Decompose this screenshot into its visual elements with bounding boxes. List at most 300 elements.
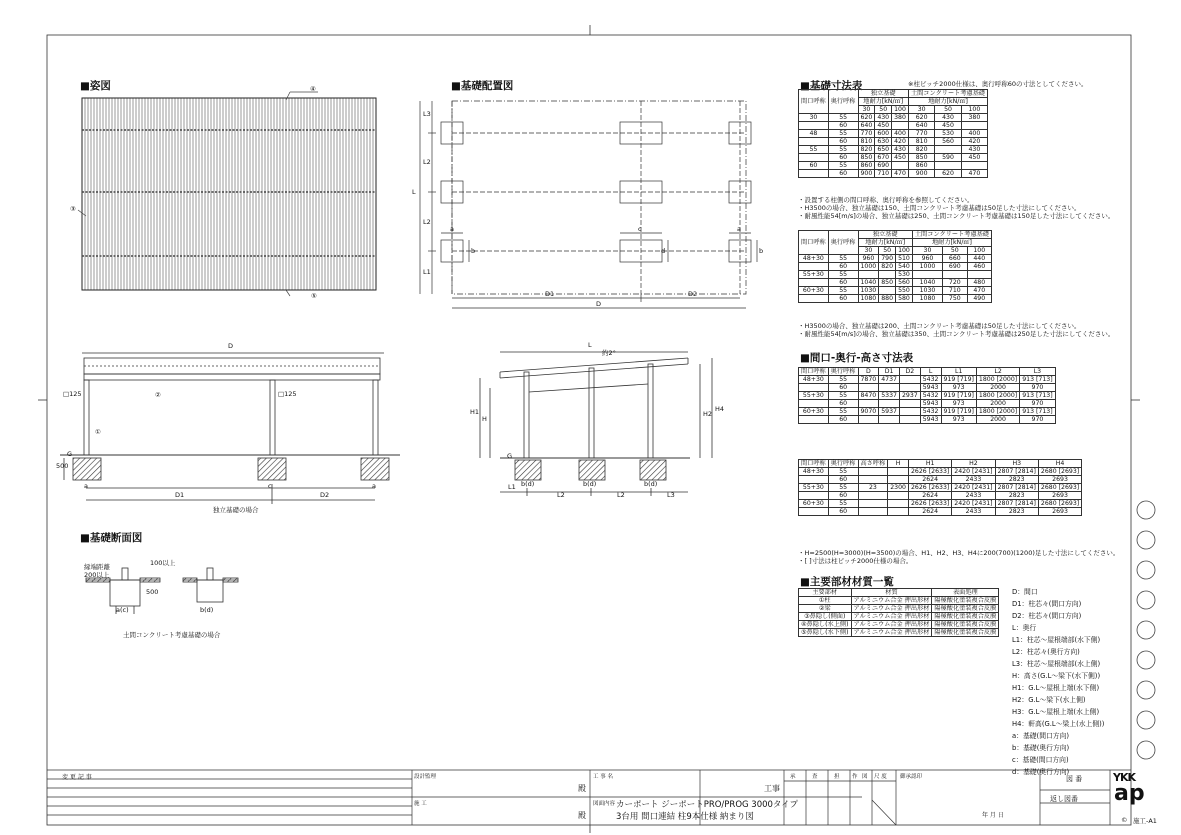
foundation2-cell: 530 [896, 271, 913, 279]
foundation1-row [799, 114, 988, 122]
foundation1-cell: 430 [875, 114, 892, 122]
foundation2-cell: 660 [943, 255, 967, 263]
foundation2-cell: 690 [943, 263, 967, 271]
legend-item: L：奥行 [1012, 624, 1037, 632]
foundation2-cell: 1000 [858, 263, 879, 271]
foundation1-cell: 850 [908, 154, 934, 162]
foundation-note-top: ※柱ピッチ2000仕様は、奥行呼称60の寸法としてください。 [908, 80, 1088, 88]
foundation-layout [420, 101, 757, 308]
foundation1-cell: 670 [875, 154, 892, 162]
foundation1-cell [935, 162, 961, 170]
span-cell: 973 [941, 416, 976, 424]
note-2-0: ・H3500の場合、独立基礎は200、土間コンクリート考慮基礎は50足した寸法にしてください。 [798, 322, 1081, 330]
height-cell: 55 [828, 500, 858, 508]
height-cell [888, 468, 909, 476]
legend-item: H4：軒高(G.L～梁上(水上側)) [1012, 720, 1105, 728]
dim-D2-front: D2 [320, 491, 330, 499]
height-cell: 2693 [1038, 492, 1081, 500]
project-suffix: 工事 [764, 784, 780, 793]
span-row [799, 408, 1056, 416]
callout-4: ④ [310, 85, 316, 93]
foundation2-cell: 550 [896, 287, 913, 295]
note-3-1: ・[ ]寸法は柱ピッチ2000仕様の場合。 [798, 557, 913, 566]
span-cell: 973 [941, 384, 976, 392]
span-cell: 2000 [976, 416, 1019, 424]
foundation1-row [799, 138, 988, 146]
foundation2-cell: 60+30 [799, 287, 829, 295]
span-cell: 970 [1020, 416, 1055, 424]
span-cell: 5943 [920, 384, 941, 392]
height-cell [858, 468, 888, 476]
height-cell: 2433 [952, 476, 995, 484]
front-elevation [60, 353, 400, 504]
th-30b: 30 [908, 106, 934, 114]
foundation2-cell: 48+30 [799, 255, 829, 263]
section-ac: a(c) [116, 606, 129, 614]
span-cell [879, 384, 900, 392]
material-cell: アルミニウム合金 押出形材 [851, 605, 932, 613]
th2-slab: 土間コンクリート考慮基礎 [912, 231, 991, 239]
foundation2-row [799, 263, 992, 271]
material-cell: アルミニウム合金 押出形材 [851, 613, 932, 621]
foundation2-cell: 460 [967, 263, 991, 271]
note-1-2: ・耐風性能54[m/s]の場合、独立基礎は250、土間コンクリート考慮基礎は150足した寸法にしてください。 [798, 212, 1115, 221]
span-cell [900, 384, 921, 392]
span-cell: 5337 [879, 392, 900, 400]
foundation2-row [799, 279, 992, 287]
th-50b: 50 [935, 106, 961, 114]
th2-50b: 50 [943, 247, 967, 255]
material-header: 表面処理 [932, 589, 999, 597]
slab-caption: 土間コンクリート考慮基礎の場合 [123, 631, 221, 639]
span-cell: 5432 [920, 392, 941, 400]
indep-caption: 独立基礎の場合 [213, 506, 259, 514]
dim-D1-front: D1 [175, 491, 185, 499]
foundation1-cell: 55 [828, 114, 858, 122]
foundation1-cell: 380 [961, 114, 987, 122]
th-50: 50 [875, 106, 892, 114]
foundation2-cell: 1030 [858, 287, 879, 295]
materials-table-body [799, 597, 999, 637]
title-section: ■基礎断面図 [80, 532, 143, 544]
material-row [799, 605, 999, 613]
seam-label: 縁端距離 [84, 563, 110, 571]
dim-H: H [482, 415, 487, 423]
height-row [799, 508, 1082, 516]
material-cell: ④鼻隠し(水上側) [799, 621, 852, 629]
legend-item: b：基礎(奥行方向) [1012, 744, 1070, 752]
dim-500: 500 [56, 462, 69, 470]
builder: 施 工 [414, 801, 427, 807]
foundation1-cell: 470 [961, 170, 987, 178]
legend-item: L2：柱芯々(奥行方向) [1012, 648, 1080, 656]
height-header: H3 [995, 460, 1038, 468]
note-1-1: ・H3500の場合、独立基礎は150、土間コンクリート考慮基礎は50足した寸法にしてください。 [798, 204, 1081, 213]
min200-label: 200以上 [84, 571, 110, 579]
span-cell [799, 384, 829, 392]
foundation2-cell: 850 [879, 279, 896, 287]
legend-item: D1：柱芯々(間口方向) [1012, 600, 1082, 608]
height-row [799, 500, 1082, 508]
dim-bd-1: b(d) [521, 480, 535, 488]
foundation1-cell: 48 [799, 130, 829, 138]
dim-L2a: L2 [423, 158, 431, 166]
span-cell: 2000 [976, 384, 1019, 392]
span-cell: 1800 [2000] [976, 392, 1019, 400]
foundation1-cell: 420 [961, 138, 987, 146]
foundation-table-1-body [799, 114, 988, 178]
th2-100: 100 [896, 247, 913, 255]
ground-mark-side: G [507, 452, 513, 460]
height-cell: 2823 [995, 492, 1038, 500]
col-draw: 図 [862, 774, 868, 780]
copyright-mark: © [1121, 816, 1128, 824]
dim-L-side: L [588, 341, 592, 349]
dim-a-front2: a [372, 482, 376, 490]
col-check: 査 [812, 774, 818, 780]
return-number: 返し図番 [1050, 795, 1078, 803]
legend-item: d：基礎(奥行方向) [1012, 768, 1070, 776]
foundation2-cell [799, 295, 829, 303]
dim-c-front: c [268, 482, 272, 490]
material-cell: ③鼻隠し(側面) [799, 613, 852, 621]
height-cell: 2693 [1038, 508, 1081, 516]
span-header: L [920, 368, 941, 376]
foundation2-cell: 55+30 [799, 271, 829, 279]
foundation2-cell: 580 [896, 295, 913, 303]
foundation1-row [799, 154, 988, 162]
foundation1-cell: 380 [892, 114, 909, 122]
span-row [799, 384, 1056, 392]
foundation1-cell: 60 [828, 170, 858, 178]
legend-item: H3：G.L～屋根上端(水上側) [1012, 708, 1100, 716]
material-row [799, 621, 999, 629]
th2-depth: 奥行呼称 [828, 231, 858, 255]
foundation1-cell: 770 [858, 130, 875, 138]
th2-bearing2: 地耐力[kN/㎡] [912, 239, 991, 247]
span-table-head [799, 368, 1056, 376]
span-row [799, 392, 1056, 400]
height-cell [799, 492, 829, 500]
foundation2-cell: 1040 [912, 279, 942, 287]
foundation1-cell [961, 162, 987, 170]
notes-3 [798, 549, 1119, 565]
height-cell: 55 [828, 468, 858, 476]
drawing-title-1: カーポート ジーポートPRO/PROG 3000タイプ [616, 800, 799, 810]
foundation-table-2 [798, 230, 992, 303]
material-header: 主要部材 [799, 589, 852, 597]
foundation1-cell: 600 [875, 130, 892, 138]
height-row [799, 484, 1082, 492]
span-table [798, 367, 1056, 424]
notes-2 [798, 322, 1114, 338]
span-cell [799, 400, 829, 408]
foundation2-cell [858, 271, 879, 279]
height-header: 間口呼称 [799, 460, 829, 468]
th-indep: 独立基礎 [858, 90, 908, 98]
materials-table-head [799, 589, 999, 597]
span-cell: 5432 [920, 376, 941, 384]
title-foundation-layout: ■基礎配置図 [451, 80, 514, 92]
height-cell [858, 476, 888, 484]
legend-item: D：間口 [1012, 588, 1038, 596]
height-cell: 60 [828, 508, 858, 516]
callout-2: ② [155, 391, 161, 399]
height-cell [858, 492, 888, 500]
foundation1-cell: 620 [858, 114, 875, 122]
col-scale: 尺 度 [874, 774, 887, 780]
height-cell: 60 [828, 476, 858, 484]
dim-D-front: D [228, 342, 234, 350]
foundation1-cell: 450 [875, 122, 892, 130]
note-1-0: ・設置する柱側の間口呼称、奥行呼称を参照してください。 [798, 196, 974, 204]
span-header: L1 [941, 368, 976, 376]
height-table [798, 459, 1082, 516]
foundation2-cell: 1080 [858, 295, 879, 303]
dim-a1: a [450, 225, 454, 233]
foundation1-cell: 470 [892, 170, 909, 178]
foundation2-cell [912, 271, 942, 279]
dimension-legend [1012, 586, 1104, 778]
project-name-label: 工 事 名 [593, 774, 613, 780]
foundation2-cell: 880 [879, 295, 896, 303]
foundation1-cell: 430 [892, 146, 909, 154]
foundation2-cell [799, 279, 829, 287]
height-cell [888, 476, 909, 484]
title-materials: ■主要部材材質一覧 [800, 576, 894, 588]
foundation2-cell: 540 [896, 263, 913, 271]
dim-L3: L3 [423, 110, 431, 118]
foundation1-cell: 450 [892, 154, 909, 162]
foundation2-cell: 820 [879, 263, 896, 271]
foundation1-cell: 650 [875, 146, 892, 154]
col-approve: 承 [790, 774, 796, 780]
material-cell: アルミニウム合金 押出形材 [851, 621, 932, 629]
foundation1-cell [935, 146, 961, 154]
brand-ykk-logo: YKK [1113, 771, 1136, 784]
foundation2-cell [967, 271, 991, 279]
title-foundation-dims: ■基礎寸法表 [800, 80, 863, 92]
height-cell: 2807 [2814] [995, 500, 1038, 508]
height-cell: 55+30 [799, 484, 829, 492]
foundation2-cell: 1080 [912, 295, 942, 303]
span-cell: 970 [1020, 400, 1055, 408]
height-cell [858, 500, 888, 508]
foundation2-cell [879, 287, 896, 295]
foundation2-cell [943, 271, 967, 279]
span-cell: 8470 [858, 392, 879, 400]
dim-b2: b [759, 247, 764, 255]
height-cell: 2420 [2431] [952, 500, 995, 508]
date-field: 年 月 日 [982, 812, 1004, 819]
height-cell [888, 508, 909, 516]
foundation1-cell: 60 [828, 138, 858, 146]
foundation1-cell [799, 138, 829, 146]
th-slab: 土間コンクリート考慮基礎 [908, 90, 987, 98]
span-cell [900, 376, 921, 384]
dim-D: D [596, 300, 602, 308]
legend-item: H：高さ(G.L～梁下(水下側)) [1012, 672, 1101, 680]
design-supervisor: 設計監理 [414, 774, 437, 780]
foundation1-cell: 400 [892, 130, 909, 138]
span-cell: 5937 [879, 408, 900, 416]
dim-b1: b [471, 247, 476, 255]
height-header: H2 [952, 460, 995, 468]
span-cell [900, 408, 921, 416]
span-header: L2 [976, 368, 1019, 376]
span-cell: 973 [941, 400, 976, 408]
foundation1-cell: 590 [935, 154, 961, 162]
foundation2-cell: 710 [943, 287, 967, 295]
span-cell: 60 [828, 384, 858, 392]
th-span: 間口呼称 [799, 90, 829, 114]
drawing-title-2: 3台用 間口連結 柱9本仕様 納まり図 [616, 812, 754, 822]
span-cell: 1800 [2000] [976, 376, 1019, 384]
foundation1-row [799, 122, 988, 130]
foundation1-row [799, 146, 988, 154]
col-charge: 担 [834, 774, 840, 780]
foundation1-cell [799, 170, 829, 178]
span-cell [858, 416, 879, 424]
th-100: 100 [892, 106, 909, 114]
foundation2-cell: 560 [896, 279, 913, 287]
span-cell: 60+30 [799, 408, 829, 416]
material-cell: 陽極酸化塗装複合皮膜 [932, 621, 999, 629]
foundation1-cell: 55 [828, 146, 858, 154]
foundation1-cell: 640 [858, 122, 875, 130]
span-cell: 913 [713] [1020, 376, 1055, 384]
span-cell: 1800 [2000] [976, 408, 1019, 416]
height-cell [888, 492, 909, 500]
span-cell: 55 [828, 408, 858, 416]
col-size-1: □125 [63, 390, 82, 398]
foundation1-cell: 690 [875, 162, 892, 170]
height-row [799, 492, 1082, 500]
height-cell: 2807 [2814] [995, 468, 1038, 476]
dim-H1: H1 [470, 408, 480, 416]
foundation1-cell: 530 [935, 130, 961, 138]
foundation2-cell: 55 [828, 255, 858, 263]
dono-1: 殿 [578, 784, 586, 793]
foundation2-cell: 510 [896, 255, 913, 263]
th2-30b: 30 [912, 247, 942, 255]
dim-L2b: L2 [423, 218, 431, 226]
height-header: H4 [1038, 460, 1081, 468]
span-cell: 55 [828, 376, 858, 384]
height-cell: 55 [828, 484, 858, 492]
material-cell: ⑤鼻隠し(水下側) [799, 629, 852, 637]
height-cell [888, 500, 909, 508]
foundation1-cell: 55 [799, 146, 829, 154]
span-cell [900, 400, 921, 408]
span-table-body [799, 376, 1056, 424]
ground-mark: G [67, 450, 73, 458]
height-cell: 2433 [952, 508, 995, 516]
foundation1-cell: 30 [799, 114, 829, 122]
span-cell [879, 400, 900, 408]
span-cell [858, 384, 879, 392]
span-header: L3 [1020, 368, 1055, 376]
foundation2-cell: 480 [967, 279, 991, 287]
foundation1-cell: 770 [908, 130, 934, 138]
foundation2-cell: 55 [828, 287, 858, 295]
materials-table [798, 588, 999, 637]
drawing-number: 図 番 [1066, 775, 1083, 783]
foundation1-cell: 860 [908, 162, 934, 170]
foundation2-cell: 790 [879, 255, 896, 263]
sheet-number: 施工-A1 [1133, 817, 1157, 825]
span-cell: 9070 [858, 408, 879, 416]
callout-1: ① [95, 428, 101, 436]
span-row [799, 400, 1056, 408]
note-2-1: ・耐風性能54[m/s]の場合、独立基礎は350、土間コンクリート考慮基礎は250足した寸法にしてください。 [798, 330, 1115, 339]
th2-50: 50 [879, 247, 896, 255]
th-100b: 100 [961, 106, 987, 114]
span-cell: 48+30 [799, 376, 829, 384]
span-cell: 2000 [976, 400, 1019, 408]
span-cell: 5943 [920, 416, 941, 424]
material-row [799, 613, 999, 621]
foundation1-cell: 420 [892, 138, 909, 146]
th-30: 30 [858, 106, 875, 114]
foundation-table-2-body [799, 255, 992, 303]
height-row [799, 468, 1082, 476]
note-3-0: ・H=2500(H=3000)(H=3500)の場合、H1、H2、H3、H4に200(700)(1200)足した寸法にしてください。 [798, 549, 1120, 557]
material-cell: 陽極酸化塗装複合皮膜 [932, 629, 999, 637]
material-cell: 陽極酸化塗装複合皮膜 [932, 597, 999, 605]
dim-L3-side: L3 [667, 491, 675, 499]
dim-c: c [638, 225, 642, 233]
height-cell: 2807 [2814] [995, 484, 1038, 492]
material-cell: ①柱 [799, 597, 852, 605]
foundation1-cell: 400 [961, 130, 987, 138]
span-cell: 913 [713] [1020, 392, 1055, 400]
dim-L1-side: L1 [508, 483, 516, 491]
span-cell: 4737 [879, 376, 900, 384]
height-header: 高さ呼称 [858, 460, 888, 468]
callout-5: ⑤ [311, 292, 317, 300]
legend-item: H1：G.L～屋根上端(水下側) [1012, 684, 1100, 692]
material-cell: ②梁 [799, 605, 852, 613]
span-row [799, 376, 1056, 384]
height-cell [799, 508, 829, 516]
foundation2-cell: 1040 [858, 279, 879, 287]
foundation2-cell: 960 [858, 255, 879, 263]
drawing-content-label: 図面内容 [593, 801, 616, 807]
height-cell: 60+30 [799, 500, 829, 508]
height-cell: 2300 [888, 484, 909, 492]
height-cell: 2680 [2693] [1038, 468, 1081, 476]
height-cell: 2680 [2693] [1038, 484, 1081, 492]
foundation2-cell: 1000 [912, 263, 942, 271]
height-row [799, 476, 1082, 484]
height-cell: 2693 [1038, 476, 1081, 484]
foundation2-cell: 960 [912, 255, 942, 263]
legend-item: a：基礎(間口方向) [1012, 732, 1070, 740]
foundation2-cell: 750 [943, 295, 967, 303]
material-cell: アルミニウム合金 押出形材 [851, 597, 932, 605]
foundation1-cell: 60 [828, 154, 858, 162]
span-cell: 5432 [920, 408, 941, 416]
foundation1-cell: 810 [858, 138, 875, 146]
span-cell [799, 416, 829, 424]
dim-d: d [661, 247, 666, 255]
change-record: 変 更 記 事 [62, 774, 92, 781]
dim-bd-2: b(d) [583, 480, 597, 488]
foundation1-cell: 620 [935, 170, 961, 178]
dim-L: L [412, 188, 416, 196]
dim-bd-3: b(d) [644, 480, 658, 488]
